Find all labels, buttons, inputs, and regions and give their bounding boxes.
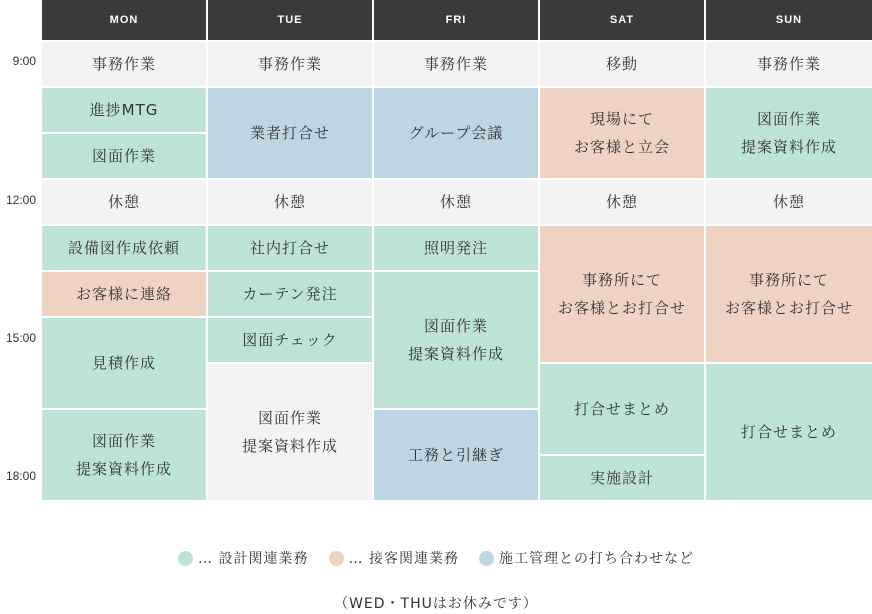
mon-block xyxy=(42,272,206,316)
sun-block xyxy=(706,364,872,500)
fri-block xyxy=(374,272,538,408)
sat-block xyxy=(540,180,704,224)
block-label-line2: 提案資料作成 xyxy=(241,437,338,455)
block-label: グループ会議 xyxy=(408,124,504,142)
block-label: 事務作業 xyxy=(756,55,821,73)
block-label-line1: 事務所にて xyxy=(581,271,662,289)
tue-block xyxy=(208,318,372,362)
block-label: 打合せまとめ xyxy=(573,400,670,418)
block-label: カーテン発注 xyxy=(242,285,338,303)
block-label-line2: 提案資料作成 xyxy=(740,138,837,156)
legend-item-construction xyxy=(479,548,694,568)
tue-block xyxy=(208,88,372,178)
block-label: 移動 xyxy=(605,55,638,73)
block-label: 業者打合せ xyxy=(249,124,330,142)
time-label-12: 12:00 xyxy=(5,193,36,207)
tue-block xyxy=(208,226,372,270)
mon-block xyxy=(42,226,206,270)
legend-label: … 接客関連業務 xyxy=(348,551,459,567)
mon-block xyxy=(42,88,206,132)
mon-block xyxy=(42,42,206,86)
fri-block xyxy=(374,410,538,500)
block-label: 進捗MTG xyxy=(89,101,159,119)
tue-block xyxy=(208,180,372,224)
block-label: 照明発注 xyxy=(423,239,488,257)
block-label-line2: お客様とお打合せ xyxy=(724,299,853,317)
legend-label: 施工管理との打ち合わせなど xyxy=(498,551,694,567)
block-label-line2: 提案資料作成 xyxy=(407,345,504,363)
block-label: 休憩 xyxy=(605,193,638,211)
header-sat: SAT xyxy=(540,0,704,40)
block-label-line1: 現場にて xyxy=(589,110,654,128)
closed-days-note: （WED・THUはお休みです） xyxy=(334,596,538,612)
block-label: 事務作業 xyxy=(423,55,488,73)
fri-block xyxy=(374,226,538,270)
tue-block xyxy=(208,272,372,316)
block-label-line1: 事務所にて xyxy=(748,271,829,289)
header-fri: FRI xyxy=(374,0,538,40)
sun-block xyxy=(706,42,872,86)
legend-item-customer xyxy=(329,548,459,568)
block-label-line1: 図面作業 xyxy=(423,317,488,335)
block-label: 設備図作成依頼 xyxy=(67,239,180,257)
sat-block xyxy=(540,226,704,362)
fri-block xyxy=(374,42,538,86)
time-label-9: 9:00 xyxy=(12,54,36,68)
legend-label: … 設計関連業務 xyxy=(198,551,309,567)
fri-block xyxy=(374,180,538,224)
tue-block xyxy=(208,364,372,500)
block-label-line1: 図面作業 xyxy=(257,409,322,427)
legend xyxy=(0,545,872,571)
block-label-line2: お客様とお打合せ xyxy=(557,299,686,317)
block-label: 休憩 xyxy=(273,193,306,211)
mon-block xyxy=(42,134,206,178)
block-label: 工務と引継ぎ xyxy=(407,446,504,464)
block-label: 見積作成 xyxy=(91,354,156,372)
block-label: 事務作業 xyxy=(91,55,156,73)
block-label: 休憩 xyxy=(107,193,140,211)
tue-block xyxy=(208,42,372,86)
block-label: 事務作業 xyxy=(257,55,322,73)
block-label-line2: お客様と立会 xyxy=(573,138,670,156)
block-label-line2: 提案資料作成 xyxy=(75,460,172,478)
construction-dot-icon xyxy=(479,551,494,566)
sat-block xyxy=(540,42,704,86)
block-label: 社内打合せ xyxy=(249,239,330,257)
block-label: 図面チェック xyxy=(242,331,338,349)
block-label: 休憩 xyxy=(439,193,472,211)
legend-item-design xyxy=(178,548,308,568)
sat-block xyxy=(540,88,704,178)
mon-block xyxy=(42,410,206,500)
block-label: 図面作業 xyxy=(91,147,156,165)
header-mon: MON xyxy=(42,0,206,40)
block-label-line1: 図面作業 xyxy=(756,110,821,128)
block-label: 実施設計 xyxy=(589,469,654,487)
block-label: 休憩 xyxy=(772,193,805,211)
block-label-line1: 図面作業 xyxy=(91,432,156,450)
mon-block xyxy=(42,180,206,224)
customer-dot-icon xyxy=(329,551,344,566)
header-tue: TUE xyxy=(208,0,372,40)
fri-block xyxy=(374,88,538,178)
sun-block xyxy=(706,88,872,178)
block-label: 打合せまとめ xyxy=(740,423,837,441)
mon-block xyxy=(42,318,206,408)
sat-block xyxy=(540,364,704,454)
time-label-18: 18:00 xyxy=(5,469,36,483)
sat-block xyxy=(540,456,704,500)
header-sun: SUN xyxy=(706,0,872,40)
sun-block xyxy=(706,226,872,362)
time-label-15: 15:00 xyxy=(5,331,36,345)
design-dot-icon xyxy=(178,551,193,566)
block-label: お客様に連絡 xyxy=(75,285,172,303)
sun-block xyxy=(706,180,872,224)
